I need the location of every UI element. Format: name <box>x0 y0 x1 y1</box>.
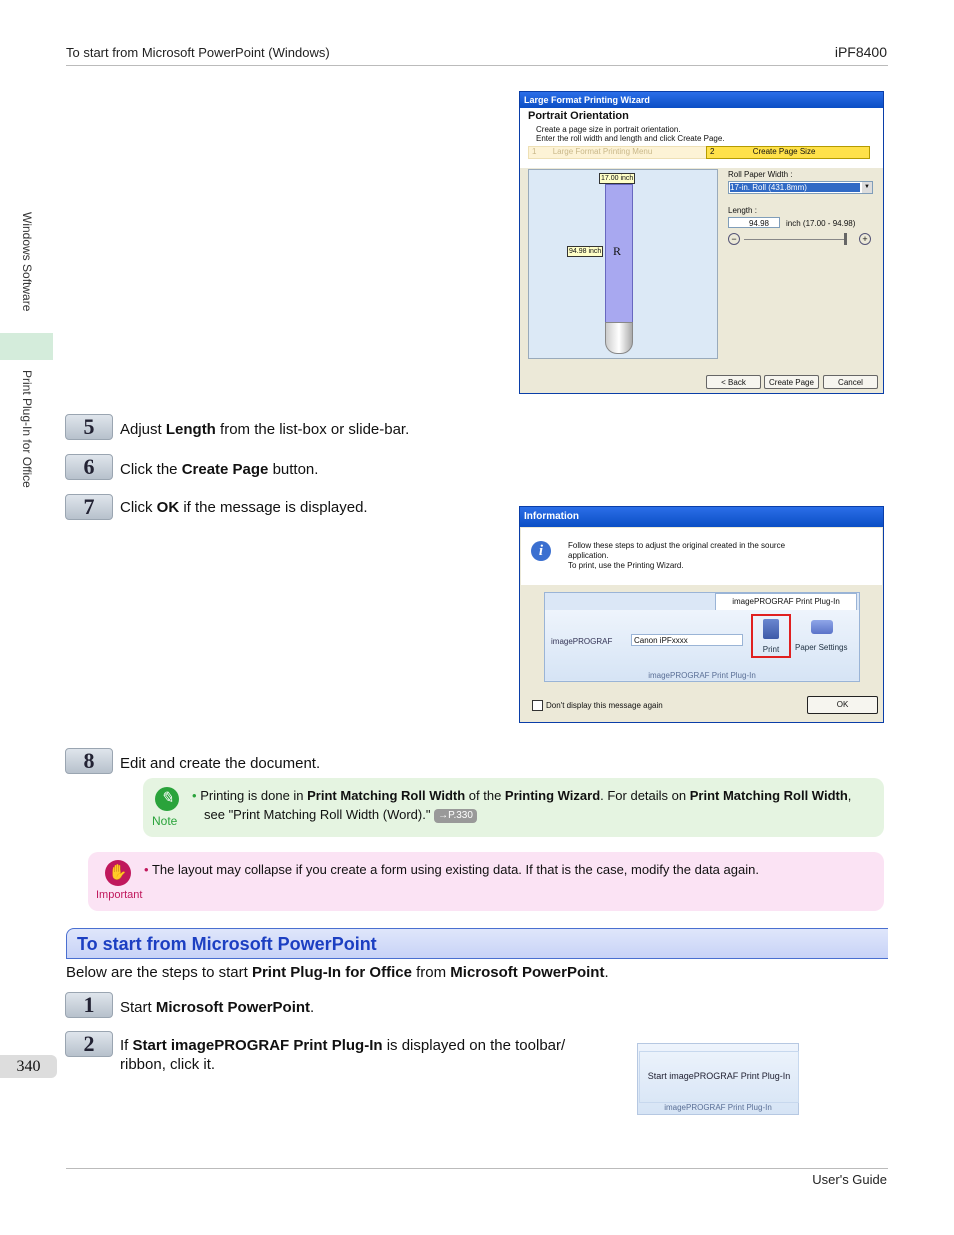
length-unit-range: inch (17.00 - 94.98) <box>786 219 856 228</box>
intro-text-part: . <box>604 964 609 981</box>
step-text-bold: OK <box>156 499 180 516</box>
running-header-title: To start from Microsoft PowerPoint (Windows) <box>66 45 330 60</box>
roll-width-select[interactable] <box>728 181 873 194</box>
length-input[interactable]: 94.98 <box>728 217 780 228</box>
wizard-heading: Portrait Orientation <box>528 110 629 122</box>
note-text-part: . For details on <box>600 788 690 803</box>
intro-text-part: Below are the steps to start <box>66 964 252 981</box>
ribbon-group-label: imagePROGRAF Print Plug-In <box>648 671 756 680</box>
note-label: Note <box>152 814 178 828</box>
crumb-1-label: Large Format Printing Menu <box>552 147 653 156</box>
side-tab-marker <box>0 333 53 360</box>
note-text-bold: Print Matching Roll Width <box>307 788 466 803</box>
step-text-part: is displayed on the toolbar/ <box>382 1037 566 1054</box>
roll-width-value: 17-in. Roll (431.8mm) <box>730 183 860 192</box>
note-text-part: of the <box>465 788 505 803</box>
note-text-part: Printing is done in <box>200 788 308 803</box>
side-label-plugin: Print Plug-In for Office <box>20 370 34 488</box>
crumb-2-num: 2 <box>710 147 715 156</box>
step-number: 2 <box>65 1031 113 1057</box>
step-text-part: Click <box>120 499 157 516</box>
print-label: Print <box>762 645 780 654</box>
back-button[interactable]: < Back <box>706 375 761 389</box>
dont-display-label: Don't display this message again <box>546 701 663 710</box>
create-page-button[interactable]: Create Page <box>764 375 819 389</box>
start-plugin-label: Start imagePROGRAF Print Plug-In <box>647 1071 791 1081</box>
step-text-bold: Microsoft PowerPoint <box>155 999 311 1016</box>
intro-text-bold: Microsoft PowerPoint <box>450 964 605 981</box>
print-button[interactable] <box>751 614 791 658</box>
ok-button[interactable]: OK <box>807 696 878 714</box>
paper-settings-button[interactable]: Paper Settings <box>795 643 848 652</box>
step-number: 6 <box>65 454 113 480</box>
crumb-1-num: 1 <box>532 147 537 156</box>
ribbon-tab[interactable]: imagePROGRAF Print Plug-In <box>715 593 857 610</box>
step-number: 8 <box>65 748 113 774</box>
note-text-part: , <box>847 788 852 803</box>
footer-rule <box>66 1168 888 1169</box>
ribbon-image <box>544 592 860 682</box>
note-text <box>192 786 872 824</box>
info-icon: i <box>531 541 551 561</box>
info-message-3: To print, use the Printing Wizard. <box>568 561 684 570</box>
step-text-bold: Create Page <box>181 461 269 478</box>
ribbon-snippet-group-label: imagePROGRAF Print Plug-In <box>664 1103 772 1112</box>
information-dialog <box>519 506 884 723</box>
crumb-step-1 <box>528 146 708 159</box>
info-title: Information <box>520 507 883 527</box>
ribbon-snippet <box>637 1043 799 1115</box>
chevron-down-icon[interactable]: ▼ <box>862 182 872 193</box>
zoom-out-icon[interactable]: − <box>728 233 740 245</box>
roll-core-shape <box>605 322 633 354</box>
length-slider-thumb[interactable] <box>844 233 847 245</box>
step-number: 7 <box>65 494 113 520</box>
step-8-text: Edit and create the document. <box>120 755 321 772</box>
crumb-step-2 <box>706 146 870 159</box>
note-pencil-icon: ✎ <box>155 787 179 811</box>
zoom-in-icon[interactable]: + <box>859 233 871 245</box>
wizard-title: Large Format Printing Wizard <box>520 92 883 108</box>
step-text-bold: Length <box>165 421 216 438</box>
intro-text-part: from <box>411 964 451 981</box>
note-text-bold: Printing Wizard <box>504 788 601 803</box>
info-message-1: Follow these steps to adjust the original created in the source <box>568 541 786 550</box>
model-name: iPF8400 <box>834 44 887 60</box>
roll-r-mark: R <box>613 244 622 258</box>
step-text-part: Adjust <box>120 421 166 438</box>
step-text-part: Start <box>120 999 156 1016</box>
length-slider-track[interactable] <box>744 239 844 240</box>
page-number: 340 <box>0 1055 57 1078</box>
note-box <box>143 778 884 837</box>
width-label: 17.00 inch <box>601 175 634 182</box>
roll-width-label: Roll Paper Width : <box>728 170 793 179</box>
important-label: Important <box>96 889 143 901</box>
step-text-part: button. <box>268 461 319 478</box>
footer-guide-name: User's Guide <box>812 1172 887 1187</box>
wizard-header-panel <box>520 108 883 168</box>
printer-dropdown[interactable]: Canon iPFxxxx <box>631 634 743 646</box>
start-plugin-button[interactable] <box>639 1051 799 1103</box>
step-6-text <box>120 460 318 479</box>
paper-settings-icon <box>811 620 833 634</box>
wizard-desc-1: Create a page size in portrait orientation. <box>536 125 681 134</box>
printer-icon <box>763 619 779 639</box>
brand-dropdown[interactable]: imagePROGRAF <box>551 637 613 646</box>
section-intro <box>66 963 609 982</box>
crumb-2-label: Create Page Size <box>752 147 816 156</box>
important-text <box>144 860 864 879</box>
important-hand-icon: ✋ <box>105 860 131 886</box>
step-2-text <box>120 1036 600 1074</box>
info-message-panel <box>521 528 882 585</box>
side-label-windows-software: Windows Software <box>20 212 34 312</box>
intro-text-bold: Print Plug-In for Office <box>251 964 412 981</box>
important-box <box>88 852 884 911</box>
step-text-part: if the message is displayed. <box>179 499 368 516</box>
bullet-icon: • <box>144 862 149 877</box>
step-text-line-2: ribbon, click it. <box>120 1056 216 1073</box>
cancel-button[interactable]: Cancel <box>823 375 878 389</box>
step-5-text <box>120 420 409 439</box>
section-title: To start from Microsoft PowerPoint <box>77 934 377 954</box>
step-text-part: Click the <box>120 461 182 478</box>
page-reference-link[interactable]: →P.330 <box>434 809 477 823</box>
step-number: 1 <box>65 992 113 1018</box>
step-text-part: If <box>120 1037 133 1054</box>
dont-display-checkbox[interactable] <box>532 700 543 711</box>
info-message-2: application. <box>568 551 609 560</box>
step-text-part: from the list-box or slide-bar. <box>215 421 410 438</box>
step-7-text <box>120 498 368 517</box>
step-text-part: . <box>310 999 315 1016</box>
note-text-bold: Print Matching Roll Width <box>689 788 848 803</box>
header-rule <box>66 65 888 66</box>
wizard-desc-2: Enter the roll width and length and click Create Page. <box>536 134 725 143</box>
important-text-body: The layout may collapse if you create a form using existing data. If that is the case, modify the data again. <box>151 862 759 877</box>
step-text-bold: Start imagePROGRAF Print Plug-In <box>132 1037 383 1054</box>
length-label: 94.98 inch <box>569 248 602 255</box>
note-text-line-2: see "Print Matching Roll Width (Word)." <box>204 807 431 822</box>
wizard-dialog <box>519 91 884 394</box>
bullet-icon: • <box>192 788 197 803</box>
step-number: 5 <box>65 414 113 440</box>
roll-preview <box>528 169 718 359</box>
step-1-text <box>120 998 314 1017</box>
length-field-label: Length : <box>728 206 757 215</box>
